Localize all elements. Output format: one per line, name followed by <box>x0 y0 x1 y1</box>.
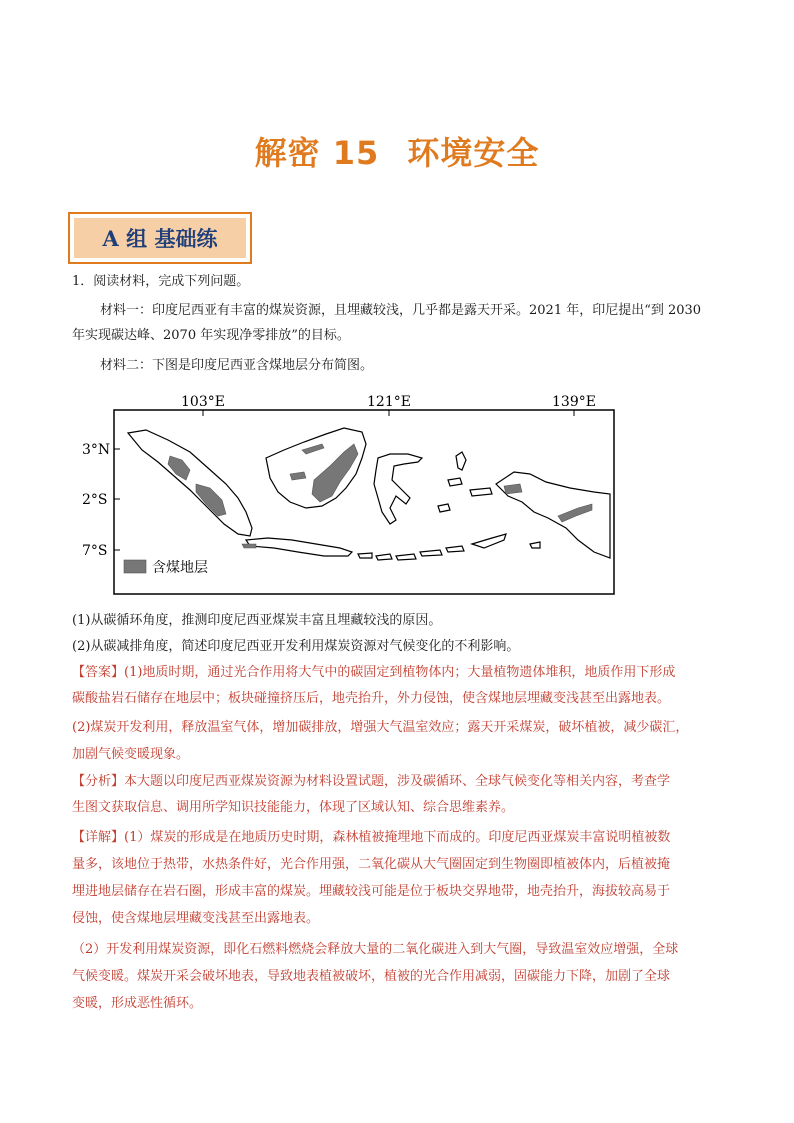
legend-swatch <box>124 560 146 573</box>
page-title-topic: 环境安全 <box>407 134 540 172</box>
sub-question-1: (1)从碳循环角度，推测印度尼西亚煤炭丰富且埋藏较浅的原因。 <box>72 613 442 628</box>
lat-label-2s: 2°S <box>82 492 108 508</box>
analysis-line2: 生图文获取信息、调用所学知识技能能力，体现了区域认知、综合思维素养。 <box>72 800 515 815</box>
lon-label-103: 103°E <box>181 394 225 410</box>
legend-label: 含煤地层 <box>152 560 208 576</box>
detail-line4: 侵蚀，使含煤地层埋藏变浅甚至出露地表。 <box>72 911 320 926</box>
group-label: A 组 基础练 <box>74 218 246 258</box>
page-title <box>0 128 794 174</box>
detail-line1: 【详解】(1）煤炭的形成是在地质历史时期，森林植被掩埋地下而成的。印度尼西亚煤炭丰富说明植被数 <box>72 830 671 845</box>
detail-line3: 埋进地层储存在岩石圈，形成丰富的煤炭。埋藏较浅可能是位于板块交界地带，地壳抬升，海拔较高易于 <box>72 884 671 899</box>
detail-line5: （2）开发利用煤炭资源，即化石燃料燃烧会释放大量的二氧化碳进入到大气圈，导致温室效应增强，全球 <box>72 942 679 957</box>
answer-line3: (2)煤炭开发利用，释放温室气体，增加碳排放，增强大气温室效应；露天开采煤炭，破坏植被，减少碳汇， <box>72 720 689 735</box>
material1-line1: 材料一：印度尼西亚有丰富的煤炭资源，且埋藏较浅，几乎都是露天开采。2021 年，印尼提出“到 2030 <box>100 303 702 318</box>
sumatra-island <box>128 430 252 536</box>
detail-line2: 量多，该地位于热带，水热条件好，光合作用强，二氧化碳从大气圈固定到生物圈即植被体内，后植被掩 <box>72 857 671 872</box>
answer-line1: 【答案】(1)地质时期，通过光合作用将大气中的碳固定到植物体内；大量植物遗体堆积，地质作用下形成 <box>72 665 676 680</box>
detail-tag: 【详解】 <box>72 830 125 845</box>
material2: 材料二：下图是印度尼西亚含煤地层分布简图。 <box>100 358 374 373</box>
lon-label-121: 121°E <box>367 394 411 410</box>
analysis-line1: 【分析】本大题以印度尼西亚煤炭资源为材料设置试题，涉及碳循环、全球气候变化等相关内容，考查学 <box>72 774 671 789</box>
java-island <box>246 538 352 556</box>
detail-line6: 气候变暖。煤炭开采会破坏地表，导致地表植被破坏，植被的光合作用减弱，固碳能力下降，加剧了全球 <box>72 969 671 984</box>
indonesia-coal-map <box>78 388 618 598</box>
detail-line7: 变暖，形成恶性循环。 <box>72 996 203 1011</box>
analysis-tag: 【分析】 <box>72 774 125 789</box>
group-label-box <box>68 212 252 264</box>
sub-question-2: (2)从碳减排角度，简述印度尼西亚开发利用煤炭资源对气候变化的不利影响。 <box>72 639 520 654</box>
answer-line4: 加剧气候变暖现象。 <box>72 747 190 762</box>
answer-line2: 碳酸盐岩石储存在地层中；板块碰撞挤压后，地壳抬升，外力侵蚀，使含煤地层埋藏变浅甚至出露地表。 <box>72 691 671 706</box>
lon-label-139: 139°E <box>552 394 596 410</box>
answer-tag: 【答案】 <box>72 665 125 680</box>
lat-label-7s: 7°S <box>82 543 108 559</box>
page-title-number: 解密 15 <box>254 134 380 172</box>
lat-label-3n: 3°N <box>82 442 111 458</box>
question-intro: 1．阅读材料，完成下列问题。 <box>72 274 250 289</box>
sulawesi-island <box>374 454 422 524</box>
material1-line2: 年实现碳达峰、2070 年实现净零排放”的目标。 <box>72 328 350 343</box>
